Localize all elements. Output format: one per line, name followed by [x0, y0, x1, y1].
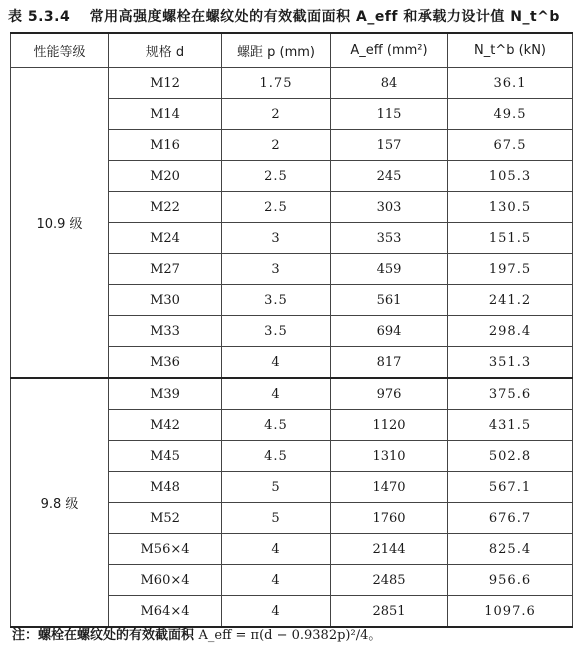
- capacity-cell: 105.3: [448, 161, 573, 192]
- pitch-cell: 2.5: [222, 161, 331, 192]
- pitch-cell: 2: [222, 99, 331, 130]
- area-cell: 245: [331, 161, 448, 192]
- capacity-cell: 825.4: [448, 534, 573, 565]
- capacity-cell: 197.5: [448, 254, 573, 285]
- header-spec: 规格 d: [109, 33, 222, 68]
- area-cell: 1120: [331, 410, 448, 441]
- spec-cell: M39: [109, 378, 222, 410]
- capacity-cell: 151.5: [448, 223, 573, 254]
- spec-cell: M16: [109, 130, 222, 161]
- capacity-cell: 298.4: [448, 316, 573, 347]
- area-cell: 976: [331, 378, 448, 410]
- area-cell: 303: [331, 192, 448, 223]
- spec-cell: M22: [109, 192, 222, 223]
- table-caption: [8, 6, 578, 26]
- spec-cell: M14: [109, 99, 222, 130]
- area-cell: 694: [331, 316, 448, 347]
- grade-cell: 10.9 级: [11, 68, 109, 379]
- table-title: 常用高强度螺栓在螺纹处的有效截面面积 A_eff 和承载力设计值 N_t^b: [89, 9, 560, 25]
- header-grade: 性能等级: [11, 33, 109, 68]
- pitch-cell: 2: [222, 130, 331, 161]
- header-row: [11, 33, 573, 68]
- pitch-cell: 5: [222, 472, 331, 503]
- pitch-cell: 3.5: [222, 285, 331, 316]
- table-row: [11, 68, 573, 99]
- area-cell: 459: [331, 254, 448, 285]
- spec-cell: M48: [109, 472, 222, 503]
- area-cell: 353: [331, 223, 448, 254]
- pitch-cell: 4.5: [222, 410, 331, 441]
- capacity-cell: 502.8: [448, 441, 573, 472]
- area-cell: 2485: [331, 565, 448, 596]
- table-body: [11, 68, 573, 628]
- footnote-label: 注：螺栓在螺纹处的有效截面积: [12, 628, 195, 643]
- area-cell: 1310: [331, 441, 448, 472]
- pitch-cell: 4: [222, 534, 331, 565]
- capacity-cell: 1097.6: [448, 596, 573, 628]
- area-cell: 2851: [331, 596, 448, 628]
- area-cell: 115: [331, 99, 448, 130]
- spec-cell: M52: [109, 503, 222, 534]
- capacity-cell: 676.7: [448, 503, 573, 534]
- pitch-cell: 2.5: [222, 192, 331, 223]
- capacity-cell: 67.5: [448, 130, 573, 161]
- pitch-cell: 3.5: [222, 316, 331, 347]
- grade-cell: 9.8 级: [11, 378, 109, 627]
- spec-cell: M27: [109, 254, 222, 285]
- capacity-cell: 241.2: [448, 285, 573, 316]
- spec-cell: M36: [109, 347, 222, 379]
- spec-cell: M45: [109, 441, 222, 472]
- capacity-cell: 49.5: [448, 99, 573, 130]
- spec-cell: M30: [109, 285, 222, 316]
- spec-cell: M12: [109, 68, 222, 99]
- pitch-cell: 4.5: [222, 441, 331, 472]
- footnote: [12, 624, 381, 643]
- spec-cell: M64×4: [109, 596, 222, 628]
- spec-cell: M20: [109, 161, 222, 192]
- spec-cell: M33: [109, 316, 222, 347]
- pitch-cell: 4: [222, 565, 331, 596]
- capacity-cell: 351.3: [448, 347, 573, 379]
- capacity-cell: 567.1: [448, 472, 573, 503]
- spec-cell: M60×4: [109, 565, 222, 596]
- capacity-cell: 375.6: [448, 378, 573, 410]
- area-cell: 561: [331, 285, 448, 316]
- table-row: [11, 378, 573, 410]
- pitch-cell: 4: [222, 596, 331, 628]
- capacity-cell: 130.5: [448, 192, 573, 223]
- capacity-cell: 956.6: [448, 565, 573, 596]
- bolt-data-table: [10, 32, 573, 628]
- pitch-cell: 3: [222, 254, 331, 285]
- area-cell: 817: [331, 347, 448, 379]
- spec-cell: M42: [109, 410, 222, 441]
- header-pitch: 螺距 p (mm): [222, 33, 331, 68]
- area-cell: 1470: [331, 472, 448, 503]
- spec-cell: M56×4: [109, 534, 222, 565]
- spec-cell: M24: [109, 223, 222, 254]
- area-cell: 2144: [331, 534, 448, 565]
- area-cell: 1760: [331, 503, 448, 534]
- footnote-formula: A_eff = π(d − 0.9382p)²/4。: [198, 628, 382, 643]
- area-cell: 157: [331, 130, 448, 161]
- header-area: A_eff (mm²): [331, 33, 448, 68]
- pitch-cell: 4: [222, 378, 331, 410]
- header-capacity: N_t^b (kN): [448, 33, 573, 68]
- area-cell: 84: [331, 68, 448, 99]
- table-number: 表 5.3.4: [8, 9, 71, 25]
- capacity-cell: 36.1: [448, 68, 573, 99]
- pitch-cell: 4: [222, 347, 331, 379]
- pitch-cell: 3: [222, 223, 331, 254]
- capacity-cell: 431.5: [448, 410, 573, 441]
- pitch-cell: 5: [222, 503, 331, 534]
- pitch-cell: 1.75: [222, 68, 331, 99]
